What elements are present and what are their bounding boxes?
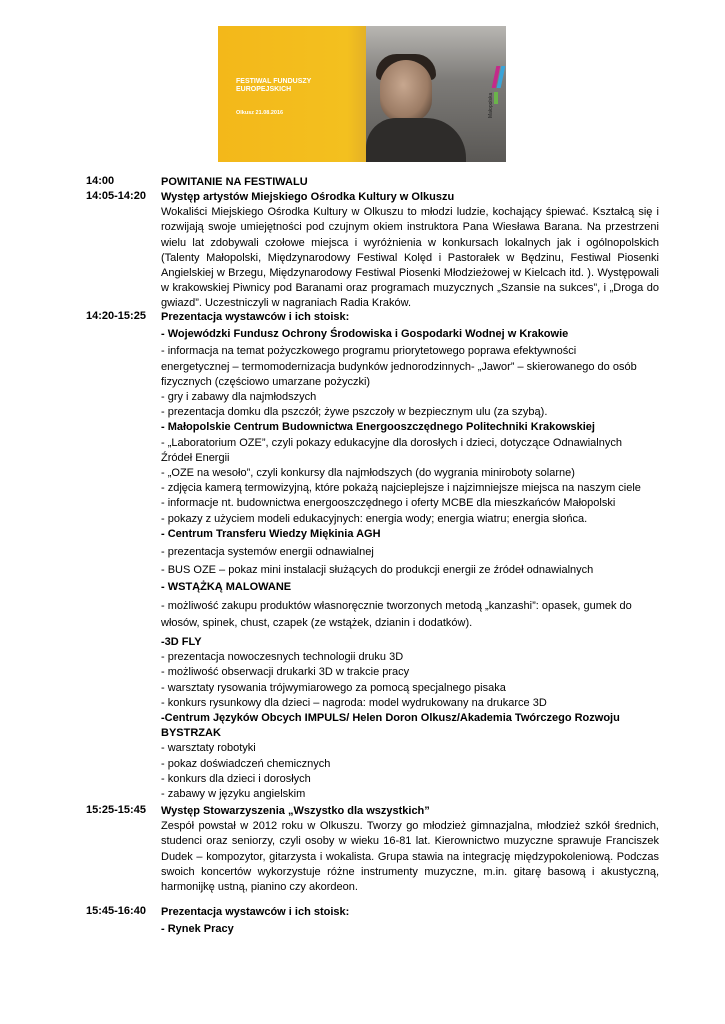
list-item: - pokazy z użyciem modeli edukacyjnych: energia wody; energia wiatru; energia słońca.	[161, 512, 588, 525]
event-description: Wokaliści Miejskiego Ośrodka Kultury w Olkuszu to młodzi ludzie, kochający śpiewać. Kształcą się i rozwijają swoje umiejętności pod czujnym okiem instruktora Pana Wiesława Barana. Na przestrzeni wielu lat zdobywali czołowe miejsca i wyróżnienia w konkursach lokalnych jak i ogólnopolskich (Talenty Małopolski, Międzynarodowy Festiwal Kolęd i Pastorałek w Będzinu, Festiwal Piosenki Angielskiej w Brzegu, Międzynarodowy Festiwal Piosenki Młodzieżowej w Kielcach itd. ). Występowali w krakowskiej Piwnicy pod Baranami oraz programach muzycznych „Szansie na sukces”, i „Droga do gwiazd”. Uczestniczyli w nagraniach Radia Kraków.	[161, 206, 659, 310]
list-item: - warsztaty rysowania trójwymiarowego za pomocą specjalnego pisaka	[161, 681, 506, 694]
event-title: Występ Stowarzyszenia „Wszystko dla wszystkich”	[161, 805, 430, 817]
exhibitor-list	[161, 310, 659, 802]
event-title: Występ artystów Miejskiego Ośrodka Kultury w Olkuszu	[161, 191, 455, 203]
list-item: energetycznej – termomodernizacja budynków jednorodzinnych- „Jawor” – skierowanego do osób	[161, 360, 637, 373]
event-block	[161, 190, 659, 312]
exhibitor-impuls-cont: BYSTRZAK	[161, 727, 221, 740]
list-item: - warsztaty robotyki	[161, 742, 256, 755]
list-item: - informacje nt. budownictwa energooszczędnego i oferty MCBE dla mieszkańców Małopolski	[161, 497, 616, 510]
event-title: Prezentacja wystawców i ich stoisk:	[161, 311, 350, 323]
list-item: - konkurs dla dzieci i dorosłych	[161, 772, 311, 785]
list-item: - „Laboratorium OZE”, czyli pokazy edukacyjne dla dorosłych i dzieci, dotyczące Odnawialnych	[161, 436, 622, 449]
list-item: - informacja na temat pożyczkowego programu priorytetowego poprawa efektywności	[161, 345, 577, 358]
list-item: - zabawy w języku angielskim	[161, 788, 306, 801]
time-label: 14:05-14:20	[86, 190, 146, 202]
list-item: - prezentacja systemów energii odnawialnej	[161, 546, 374, 559]
malopolska-logo: Małopolska	[488, 92, 494, 118]
time-label: 14:20-15:25	[86, 310, 146, 322]
exhibitor-impuls: -Centrum Języków Obcych IMPULS/ Helen Doron Olkusz/Akademia Twórczego Rozwoju	[161, 712, 620, 725]
event-description: Zespół powstał w 2012 roku w Olkuszu. Tworzy go młodzież gimnazjalna, młodzież szkół średnich, studenci oraz seniorzy, czyli osoby w wieku 16-81 lat. Kierownictwo muzyczne sprawuje Franciszek Dudek – kompozytor, gitarzysta i wokalista. Grupa stawia na integrację międzypokoleniową. Podczas swoich koncertów wykorzystuje różne instrumenty muzyczne, m.in. gitarę basową i akustyczną, harmonijkę ustną, pianino czy akordeon.	[161, 820, 659, 894]
photo-face	[380, 60, 432, 122]
exhibitor-wstazka: - WSTĄŻKĄ MALOWANE	[161, 581, 292, 594]
list-item: - „OZE na wesoło”, czyli konkursy dla najmłodszych (do wygrania miniroboty solarne)	[161, 467, 575, 480]
list-item: - pokaz doświadczeń chemicznych	[161, 757, 331, 770]
list-item: - prezentacja nowoczesnych technologii druku 3D	[161, 651, 404, 664]
exhibitor-list	[161, 905, 659, 937]
time-label: 14:00	[86, 175, 115, 187]
list-item: włosów, spinek, chust, czapek (ze wstążek, dzianin i dodatków).	[161, 616, 473, 629]
event-title: POWITANIE NA FESTIWALU	[161, 176, 308, 188]
list-item: - gry i zabawy dla najmłodszych	[161, 391, 317, 404]
exhibitor-wfosigw: - Wojewódzki Fundusz Ochrony Środowiska i Gospodarki Wodnej w Krakowie	[161, 328, 569, 341]
list-item: - możliwość obserwacji drukarki 3D w trakcie pracy	[161, 666, 410, 679]
festival-banner	[218, 26, 506, 162]
list-item: Źródeł Energii	[161, 451, 230, 464]
list-item: - zdjęcia kamerą termowizyjną, które pokażą najcieplejsze i najzimniejsze miejsca na naszym ciele	[161, 482, 641, 495]
time-label: 15:25-15:45	[86, 804, 146, 816]
list-item: fizycznych (częściowo umarzane pożyczki)	[161, 375, 371, 388]
exhibitor-agh: - Centrum Transferu Wiedzy Miękinia AGH	[161, 527, 381, 540]
list-item: - prezentacja domku dla pszczół; żywe pszczoły w bezpiecznym ulu (za szybą).	[161, 406, 548, 419]
event-title: Prezentacja wystawców i ich stoisk:	[161, 906, 350, 918]
banner-title: FESTIWAL FUNDUSZY EUROPEJSKICH	[236, 78, 312, 93]
event-block	[161, 804, 659, 895]
banner-date: Olkusz 21.08.2016	[236, 110, 284, 116]
time-label: 15:45-16:40	[86, 905, 146, 917]
list-item: - możliwość zakupu produktów własnoręcznie tworzonych metodą „kanzashi”: opasek, gumek do	[161, 599, 632, 612]
list-item: - BUS OZE – pokaz mini instalacji służących do produkcji energii ze źródeł odnawialnych	[161, 564, 594, 577]
logo-stripe-green	[494, 92, 498, 104]
exhibitor-mcbe: - Małopolskie Centrum Budownictwa Energooszczędnego Politechniki Krakowskiej	[161, 421, 595, 434]
exhibitor-rynek-pracy: - Rynek Pracy	[161, 923, 234, 936]
exhibitor-3dfly: -3D FLY	[161, 636, 202, 649]
list-item: - konkurs rysunkowy dla dzieci – nagroda: model wydrukowany na drukarce 3D	[161, 696, 547, 709]
